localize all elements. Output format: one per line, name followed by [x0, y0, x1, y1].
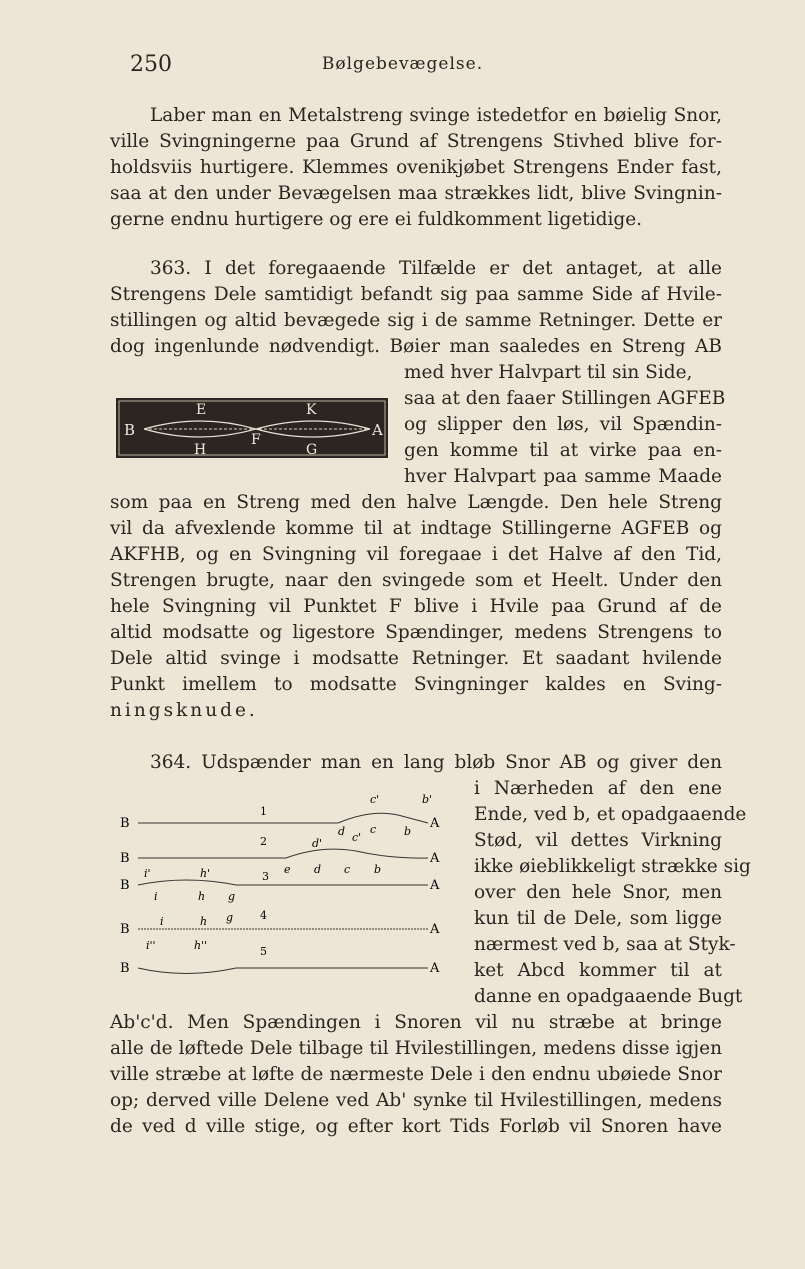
text-line: saa at den faaer Stillingen AGFEB: [404, 388, 726, 409]
row1-label-b-prime: b': [422, 793, 433, 806]
row5-cord: [138, 968, 428, 974]
text-line: Ab'c'd. Men Spændingen i Snoren vil nu stræbe at bringe: [110, 1012, 722, 1033]
figure-string-node: [116, 398, 388, 458]
text-line: som paa en Streng med den halve Længde. Den hele Streng: [110, 492, 722, 513]
text-line: ningsknude.: [110, 700, 258, 721]
row5-label-h-double-prime: h'': [194, 939, 208, 952]
text-line: med hver Halvpart til sin Side,: [404, 362, 693, 383]
text-line: kun til de Dele, som ligge: [474, 908, 722, 929]
text-line: dog ingenlunde nødvendigt. Bøier man saaledes en Streng AB: [110, 336, 722, 357]
text-line: ville stræbe at løfte de nærmeste Dele i den endnu ubøiede Snor: [110, 1064, 722, 1085]
text-line: og slipper den løs, vil Spændin-: [404, 414, 722, 435]
row4-right-label: A: [430, 922, 440, 937]
row5-label-i: i: [154, 890, 158, 903]
row1-number: 1: [260, 805, 267, 818]
figure-string-node-svg: [116, 398, 388, 458]
text-line: hver Halvpart paa samme Maade: [404, 466, 722, 487]
row1-right-label: A: [430, 816, 440, 831]
running-head: Bølgebevægelse.: [321, 54, 484, 74]
row2-label-d: d: [338, 825, 346, 838]
text-line: de ved d ville stige, og efter kort Tids Forløb vil Snoren have: [110, 1116, 722, 1137]
text-line: Punkt imellem to modsatte Svingninger kaldes en Sving-: [110, 674, 722, 695]
row3-label-d: d: [314, 863, 322, 876]
text-line: ville Svingningerne paa Grund af Strengens Stivhed blive for-: [110, 131, 722, 152]
text-line: nærmest ved b, saa at Styk-: [474, 934, 736, 955]
row5-label-h: h: [198, 890, 206, 903]
row2-label-b: b: [404, 825, 412, 838]
row1-cord: [138, 813, 428, 823]
figure-travelling-pulse: [116, 785, 456, 985]
row1-label-c-prime: c': [370, 793, 380, 806]
text-line: ikke øieblikkeligt strække sig: [474, 856, 751, 877]
page-number: 250: [130, 52, 172, 77]
row2-left-label: B: [120, 851, 130, 866]
row5-left-label: B: [120, 961, 130, 976]
row5-label-g: g: [228, 890, 236, 903]
row4-label-g: g: [226, 911, 234, 924]
label-H: H: [194, 442, 207, 458]
text-line: ket Abcd kommer til at: [474, 960, 722, 981]
figure-travelling-pulse-svg: [116, 785, 456, 985]
page-header: [110, 52, 695, 82]
row2-label-d-prime: d': [312, 837, 323, 850]
text-line: Ende, ved b, et opadgaaende: [474, 804, 747, 825]
text-line: stillingen og altid bevægede sig i de samme Retninger. Dette er: [110, 310, 722, 331]
text-line: danne en opadgaaende Bugt: [474, 986, 743, 1007]
label-F: F: [251, 432, 261, 448]
row3-number: 3: [262, 870, 269, 883]
text-line: i Nærheden af den ene: [474, 778, 722, 799]
label-A: A: [372, 421, 383, 439]
row3-cord: [138, 880, 428, 885]
text-line: Strengens Dele samtidigt befandt sig paa samme Side af Hvile-: [110, 284, 722, 305]
row4-label-i: i: [160, 915, 164, 928]
text-line: holdsviis hurtigere. Klemmes ovenikjøbet Strengens Ender fast,: [110, 157, 722, 178]
text-line: op; derved ville Delene ved Ab' synke til Hvilestillingen, medens: [110, 1090, 722, 1111]
row3-right-label: A: [430, 878, 440, 893]
section-364-start: 364. Udspænder man en lang bløb Snor AB og giver den: [150, 752, 722, 773]
label-K: K: [306, 402, 317, 418]
row5-label-i-double-prime: i'': [146, 939, 156, 952]
row4-left-label: B: [120, 922, 130, 937]
row2-label-c: c: [370, 823, 377, 836]
row3-label-c: c: [344, 863, 351, 876]
row3-left-label: B: [120, 878, 130, 893]
text-line: AKFHB, og en Svingning vil foregaae i det Halve af den Tid,: [110, 544, 722, 565]
section-363-start: 363. I det foregaaende Tilfælde er det antaget, at alle: [150, 258, 722, 279]
text-line: alle de løftede Dele tilbage til Hvilestillingen, medens disse igjen: [110, 1038, 722, 1059]
row2-cord: [138, 849, 428, 858]
text-line: vil da afvexlende komme til at indtage Stillingerne AGFEB og: [110, 518, 722, 539]
row3-label-h-prime: h': [200, 867, 211, 880]
text-line: altid modsatte og ligestore Spændinger, medens Strengens to: [110, 622, 722, 643]
text-line: gen komme til at virke paa en-: [404, 440, 722, 461]
label-G: G: [306, 442, 318, 458]
text-line: Stød, vil dettes Virkning: [474, 830, 722, 851]
row2-label-c-prime: c': [352, 831, 362, 844]
row3-label-e: e: [284, 863, 291, 876]
text-line: saa at den under Bevægelsen maa strækkes lidt, blive Svingnin-: [110, 183, 722, 204]
text-line: Dele altid svinge i modsatte Retninger. Et saadant hvilende: [110, 648, 722, 669]
text-line: Laber man en Metalstreng svinge istedetfor en bøielig Snor,: [150, 105, 722, 126]
row3-label-b: b: [374, 863, 382, 876]
row4-number: 4: [260, 909, 267, 922]
text-line: Strengen brugte, naar den svingede som et Heelt. Under den: [110, 570, 722, 591]
row2-number: 2: [260, 835, 267, 848]
row5-right-label: A: [430, 961, 440, 976]
row1-left-label: B: [120, 816, 130, 831]
label-E: E: [196, 402, 207, 418]
row3-label-i-prime: i': [144, 867, 151, 880]
text-line: over den hele Snor, men: [474, 882, 722, 903]
row2-right-label: A: [430, 851, 440, 866]
row5-number: 5: [260, 945, 267, 958]
label-B: B: [124, 421, 136, 439]
text-line: hele Svingning vil Punktet F blive i Hvile paa Grund af de: [110, 596, 722, 617]
text-line: gerne endnu hurtigere og ere ei fuldkomment ligetidige.: [110, 209, 643, 230]
row4-label-h: h: [200, 915, 208, 928]
